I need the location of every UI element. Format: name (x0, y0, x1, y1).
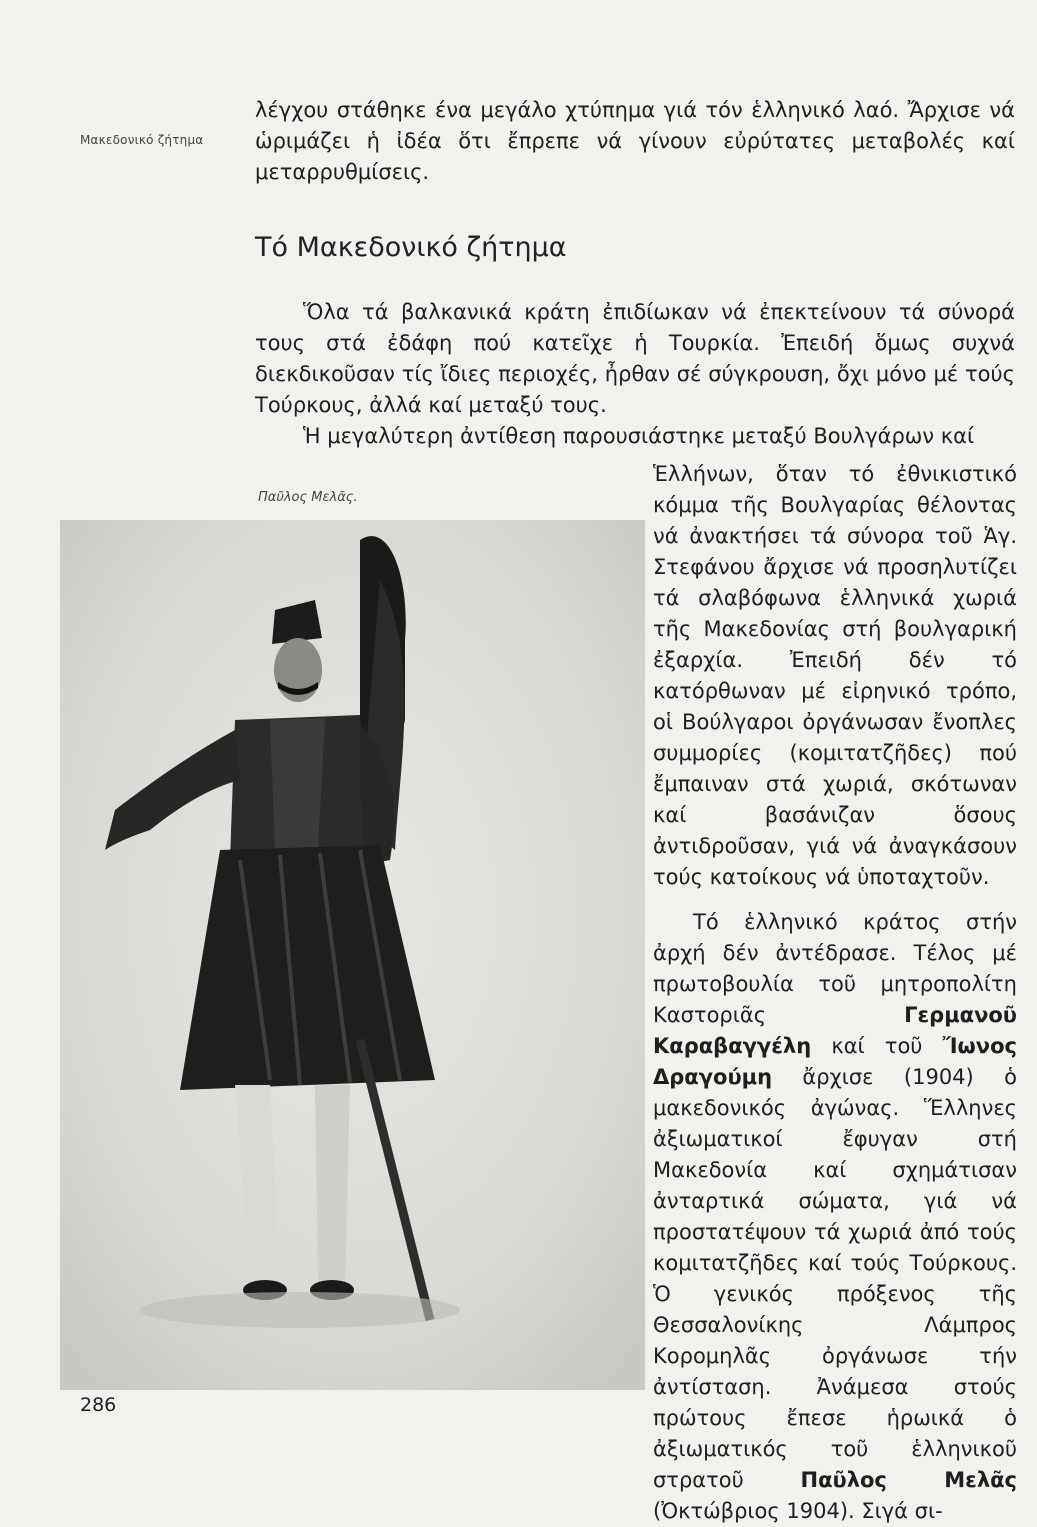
paragraph-3-part3: ἄρχισε (1904) ὁ μακεδονικός ἀγώνας. Ἕλληνες ἀξιωματικοί ἔφυγαν στή Μακεδονία καί σχημάτισαν ἀνταρτικά σώματα, γιά νά προστατέψουν τά χωριά ἀπό τούς κομιτατζῆδες καί τούς Τούρκους. Ὁ γενικός πρόξενος τῆς Θεσσαλονίκης Λάμπρος Κορομηλᾶς ὀργάνωσε τήν ἀντίσταση. Ἀνάμεσα στούς πρώτους ἔπεσε ἡρωικά ὁ ἀξιωματικός τοῦ ἑλληνικοῦ στρατοῦ (653, 1065, 1017, 1492)
portrait-photo (60, 520, 645, 1390)
name-melas: Παῦλος Μελᾶς (800, 1468, 1017, 1492)
body-full-width (255, 297, 1015, 452)
portrait-photo-image (60, 520, 645, 1390)
intro-text (255, 95, 1015, 188)
section-title: Τό Μακεδονικό ζήτημα (255, 232, 567, 263)
paragraph-3 (653, 907, 1017, 1527)
paragraph-3-part2: καί τοῦ (811, 1034, 943, 1058)
paragraph-2-rest: Ἑλλήνων, ὅταν τό ἐθνικιστικό κόμμα τῆς Βουλγαρίας θέλοντας νά ἀνακτήσει τά σύνορα τοῦ Ἁγ. Στεφάνου ἄρχισε νά προσηλυτίζει τά σλαβόφωνα ἑλληνικά χωριά τῆς Μακεδονίας στή βουλγαρική ἐξαρχία. Ἐπειδή δέν τό κατόρθωναν μέ εἰρηνικό τρόπο, οἱ Βούλγαροι ὀργάνωσαν ἔνοπλες συμμορίες (κομιτατζῆδες) πού ἔμπαιναν στά χωριά, σκότωναν καί βασάνιζαν ὅσους ἀντιδροῦσαν, γιά νά ἀναγκάσουν τούς κατοίκους νά ὑποταχτοῦν. (653, 462, 1017, 889)
body-column (653, 459, 1017, 1527)
name-dragoumis: Ἴωνος Δραγούμη (653, 1034, 1017, 1089)
paragraph-2-start: Ἡ μεγαλύτερη ἀντίθεση παρουσιάστηκε μεταξύ Βουλγάρων καί (303, 424, 975, 448)
paragraph-1: Ὅλα τά βαλκανικά κράτη ἐπιδίωκαν νά ἐπεκτείνουν τά σύνορά τους στά ἐδάφη πού κατεῖχε ἡ Τουρκία. Ἐπειδή ὅμως συχνά διεκδικοῦσαν τίς ἴδιες περιοχές, ἦρθαν σέ σύγκρουση, ὄχι μόνο μέ τούς Τούρκους, ἀλλά καί μεταξύ τους. (255, 300, 1015, 417)
paragraph-3-part4: (Ὀκτώβριος 1904). Σιγά σι- (653, 1499, 943, 1523)
intro-paragraph: λέγχου στάθηκε ένα μεγάλο χτύπημα γιά τόν ἑλληνικό λαό. Ἄρχισε νά ὡριμάζει ἡ ἰδέα ὅτι ἔπρεπε νά γίνουν εὐρύτατες μεταβολές καί μεταρρυθμίσεις. (255, 98, 1015, 184)
name-karavangelis: Γερμανοῦ Καραβαγγέλη (653, 1003, 1017, 1058)
page-number: 286 (80, 1394, 117, 1416)
photo-caption: Παῦλος Μελᾶς. (258, 490, 358, 505)
margin-note: Μακεδονικό ζήτημα (80, 133, 204, 147)
paragraph-3-part1: Τό ἑλληνικό κράτος στήν ἀρχή δέν ἀντέδρασε. Τέλος μέ πρωτοβουλία τοῦ μητροπολίτη Καστοριᾶς (653, 910, 1017, 1027)
